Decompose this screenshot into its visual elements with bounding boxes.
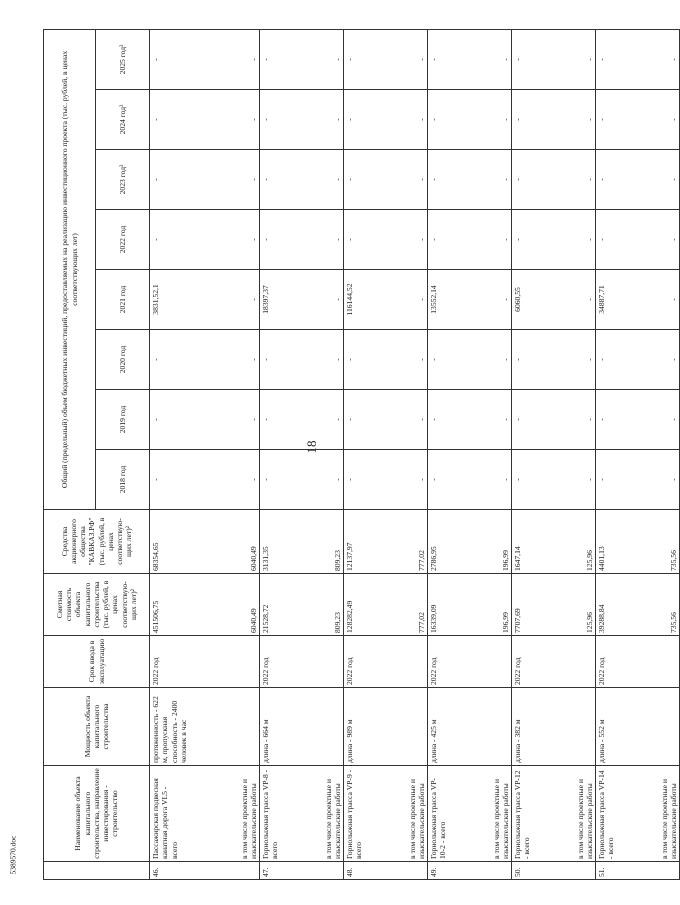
subrow-year-value: - (300, 390, 344, 450)
estimated-cost: 7707,69 (512, 574, 552, 636)
object-name: Пассажирская подвесная канатная дорога VL5 - всего (150, 766, 216, 862)
row-number: 51. (596, 862, 636, 880)
subrow-year-value: - (384, 330, 428, 390)
year-value: - (260, 390, 300, 450)
subrow-year-value: - (636, 450, 680, 510)
row-number-empty (468, 862, 512, 880)
year-value: - (150, 330, 216, 390)
subrow-year-value: - (384, 210, 428, 270)
row-number: 48. (344, 862, 384, 880)
row-number-empty (300, 862, 344, 880)
year-value: - (344, 450, 384, 510)
year-value: - (260, 450, 300, 510)
year-value: - (512, 450, 552, 510)
year-value: - (596, 330, 636, 390)
estimated-cost: 451506,75 (150, 574, 216, 636)
object-name: Горнолыжная трасса VP-12 - всего (512, 766, 552, 862)
commissioning-year: 2022 год (596, 636, 636, 688)
year-value: - (428, 390, 468, 450)
subrow-year-value: - (468, 330, 512, 390)
subrow-year-value: - (384, 390, 428, 450)
subrow-shareholder-funds: 777,02 (384, 510, 428, 574)
shareholder-funds: 3131,35 (260, 510, 300, 574)
subrow-year-value: - (552, 330, 596, 390)
commissioning-year: 2022 год (260, 636, 300, 688)
header-budget-group: Общий (предельный) объем бюджетных инвестиций, предоставляемых на реализацию инвестиционного проекта (тыс. рублей, в ценах соответствующих лет) (44, 29, 96, 509)
row-number: 50. (512, 862, 552, 880)
subrow-year-value: - (468, 90, 512, 150)
subrow-shareholder-funds: 6040,49 (216, 510, 260, 574)
estimated-cost: 16339,09 (428, 574, 468, 636)
subrow-year-value: - (216, 210, 260, 270)
year-value: - (428, 450, 468, 510)
subrow-year-value: - (384, 150, 428, 210)
object-name: Горнолыжная трасса VP-14 - всего (596, 766, 636, 862)
subrow-commissioning-empty (384, 636, 428, 688)
subrow-name: в том числе проектные и изыскательские работы (384, 766, 428, 862)
subrow-year-value: - (216, 270, 260, 330)
investment-table (43, 29, 680, 880)
subrow-year-value: - (300, 330, 344, 390)
subrow-shareholder-funds: 196,99 (468, 510, 512, 574)
year-value: - (428, 90, 468, 150)
row-number: 46. (150, 862, 216, 880)
year-value: - (512, 210, 552, 270)
subrow-year-value: - (468, 390, 512, 450)
year-value: - (596, 390, 636, 450)
subrow-year-value: - (216, 450, 260, 510)
commissioning-year: 2022 год (150, 636, 216, 688)
row-number: 49. (428, 862, 468, 880)
year-value: - (428, 330, 468, 390)
page-number: 18 (304, 440, 319, 454)
header-year: 2018 год (96, 450, 150, 510)
row-number-empty (552, 862, 596, 880)
subrow-year-value: - (636, 90, 680, 150)
year-value: - (344, 90, 384, 150)
subrow-commissioning-empty (300, 636, 344, 688)
subrow-year-value: - (384, 450, 428, 510)
object-capacity: длина - 989 м (344, 688, 384, 766)
year-value: - (260, 330, 300, 390)
header-year: 2024 год³ (96, 90, 150, 150)
year-value: - (260, 90, 300, 150)
subrow-name: в том числе проектные и изыскательские работы (216, 766, 260, 862)
subrow-year-value: - (216, 330, 260, 390)
year-value: - (344, 150, 384, 210)
table-row (428, 29, 468, 879)
year-value: 18397,37 (260, 270, 300, 330)
subrow-capacity-empty (468, 688, 512, 766)
subrow-shareholder-funds: 735,56 (636, 510, 680, 574)
subrow-capacity-empty (552, 688, 596, 766)
year-value: - (150, 390, 216, 450)
object-capacity: длина - 425 м (428, 688, 468, 766)
estimated-cost: 39288,84 (596, 574, 636, 636)
subrow-estimated-cost: 777,02 (384, 574, 428, 636)
table-row (150, 29, 216, 879)
subrow-estimated-cost: 6040,49 (216, 574, 260, 636)
footer-document-code: 5389570.doc (8, 835, 18, 875)
subrow-name: в том числе проектные и изыскательские работы (552, 766, 596, 862)
commissioning-year: 2022 год (512, 636, 552, 688)
year-value: 34887,71 (596, 270, 636, 330)
year-value: 116144,52 (344, 270, 384, 330)
header-capacity: Мощность объекта капитального строительства (44, 688, 150, 766)
year-value: - (260, 210, 300, 270)
header-year: 2023 год³ (96, 150, 150, 210)
subrow-name: в том числе проектные и изыскательские работы (300, 766, 344, 862)
table-row (260, 29, 300, 879)
table-subrow (300, 29, 344, 879)
estimated-cost: 21528,72 (260, 574, 300, 636)
shareholder-funds: 1647,14 (512, 510, 552, 574)
year-value: - (428, 150, 468, 210)
year-value: - (344, 390, 384, 450)
subrow-year-value: - (552, 390, 596, 450)
year-value: - (512, 150, 552, 210)
subrow-commissioning-empty (468, 636, 512, 688)
table-row (512, 29, 552, 879)
object-name: Горнолыжная трасса VP-10-2 - всего (428, 766, 468, 862)
subrow-year-value: - (468, 29, 512, 89)
header-year: 2019 год (96, 390, 150, 450)
year-value: - (596, 210, 636, 270)
subrow-year-value: - (300, 270, 344, 330)
subrow-estimated-cost: 735,56 (636, 574, 680, 636)
subrow-year-value: - (552, 450, 596, 510)
subrow-year-value: - (468, 450, 512, 510)
subrow-year-value: - (552, 90, 596, 150)
year-value: 6060,55 (512, 270, 552, 330)
subrow-name: в том числе проектные и изыскательские работы (468, 766, 512, 862)
table-row (596, 29, 636, 879)
shareholder-funds: 4401,13 (596, 510, 636, 574)
subrow-capacity-empty (384, 688, 428, 766)
subrow-name: в том числе проектные и изыскательские работы (636, 766, 680, 862)
header-year: 2025 год³ (96, 29, 150, 89)
header-name: Наименование объекта капитального строительства, направление инвестирования - строительство (44, 766, 150, 862)
subrow-year-value: - (468, 150, 512, 210)
subrow-year-value: - (636, 210, 680, 270)
table-subrow (216, 29, 260, 879)
header-estimated-cost: Сметная стоимость объекта капитального строительства (тыс. рублей, в ценах соответствую-щих лет)² (44, 574, 150, 636)
subrow-year-value: - (300, 90, 344, 150)
object-name: Горнолыжная трасса VP-9 - всего (344, 766, 384, 862)
row-number: 47. (260, 862, 300, 880)
shareholder-funds: 68354,65 (150, 510, 216, 574)
subrow-year-value: - (468, 210, 512, 270)
subrow-year-value: - (216, 150, 260, 210)
header-number (44, 862, 150, 880)
subrow-estimated-cost: 809,23 (300, 574, 344, 636)
subrow-shareholder-funds: 809,23 (300, 510, 344, 574)
investment-table-sheet (43, 30, 678, 880)
row-number-empty (636, 862, 680, 880)
subrow-capacity-empty (216, 688, 260, 766)
year-value: - (596, 150, 636, 210)
row-number-empty (216, 862, 260, 880)
year-value: - (512, 90, 552, 150)
header-year: 2022 год (96, 210, 150, 270)
subrow-year-value: - (636, 270, 680, 330)
subrow-year-value: - (216, 390, 260, 450)
subrow-estimated-cost: 125,96 (552, 574, 596, 636)
subrow-commissioning-empty (636, 636, 680, 688)
object-capacity: длина - 382 м (512, 688, 552, 766)
subrow-estimated-cost: 196,99 (468, 574, 512, 636)
object-capacity: длина - 664 м (260, 688, 300, 766)
subrow-year-value: - (216, 29, 260, 89)
table-row (344, 29, 384, 879)
estimated-cost: 128282,49 (344, 574, 384, 636)
shareholder-funds: 12137,97 (344, 510, 384, 574)
subrow-year-value: - (384, 270, 428, 330)
subrow-year-value: - (552, 150, 596, 210)
year-value: 13552,14 (428, 270, 468, 330)
subrow-year-value: - (300, 450, 344, 510)
subrow-year-value: - (384, 90, 428, 150)
header-year: 2021 год (96, 270, 150, 330)
year-value: - (150, 90, 216, 150)
object-capacity: длина - 552 м (596, 688, 636, 766)
year-value: - (512, 29, 552, 89)
year-value: - (596, 29, 636, 89)
year-value: 3831,52,1 (150, 270, 216, 330)
subrow-commissioning-empty (552, 636, 596, 688)
year-value: - (260, 29, 300, 89)
row-number-empty (384, 862, 428, 880)
year-value: - (150, 29, 216, 89)
commissioning-year: 2022 год (344, 636, 384, 688)
subrow-year-value: - (216, 90, 260, 150)
subrow-commissioning-empty (216, 636, 260, 688)
subrow-year-value: - (300, 150, 344, 210)
subrow-year-value: - (636, 29, 680, 89)
year-value: - (344, 330, 384, 390)
subrow-year-value: - (300, 29, 344, 89)
subrow-year-value: - (636, 330, 680, 390)
subrow-shareholder-funds: 125,96 (552, 510, 596, 574)
header-year: 2020 год (96, 330, 150, 390)
table-subrow (636, 29, 680, 879)
object-capacity: протяженность - 622 м, пропускная способность - 2400 человек в час (150, 688, 216, 766)
year-value: - (344, 210, 384, 270)
subrow-year-value: - (552, 29, 596, 89)
year-value: - (596, 450, 636, 510)
subrow-year-value: - (300, 210, 344, 270)
year-value: - (150, 150, 216, 210)
year-value: - (512, 390, 552, 450)
table-body (150, 29, 680, 879)
subrow-year-value: - (468, 270, 512, 330)
shareholder-funds: 2786,95 (428, 510, 468, 574)
subrow-year-value: - (384, 29, 428, 89)
year-value: - (596, 90, 636, 150)
commissioning-year: 2022 год (428, 636, 468, 688)
table-subrow (384, 29, 428, 879)
year-value: - (428, 29, 468, 89)
subrow-year-value: - (552, 270, 596, 330)
year-value: - (344, 29, 384, 89)
year-value: - (150, 210, 216, 270)
subrow-year-value: - (552, 210, 596, 270)
year-value: - (512, 330, 552, 390)
table-subrow (552, 29, 596, 879)
object-name: Горнолыжная трасса VP-8 - всего (260, 766, 300, 862)
table-subrow (468, 29, 512, 879)
subrow-year-value: - (636, 150, 680, 210)
header-commissioning: Срок ввода в эксплуатацию (44, 636, 150, 688)
header-shareholder-funds: Средства акционерного общества "КАВКАЗ.РФ" (тыс. рублей, в ценах соответствую-щих лет)² (44, 510, 150, 574)
year-value: - (428, 210, 468, 270)
year-value: - (150, 450, 216, 510)
year-value: - (260, 150, 300, 210)
subrow-capacity-empty (300, 688, 344, 766)
subrow-year-value: - (636, 390, 680, 450)
subrow-capacity-empty (636, 688, 680, 766)
